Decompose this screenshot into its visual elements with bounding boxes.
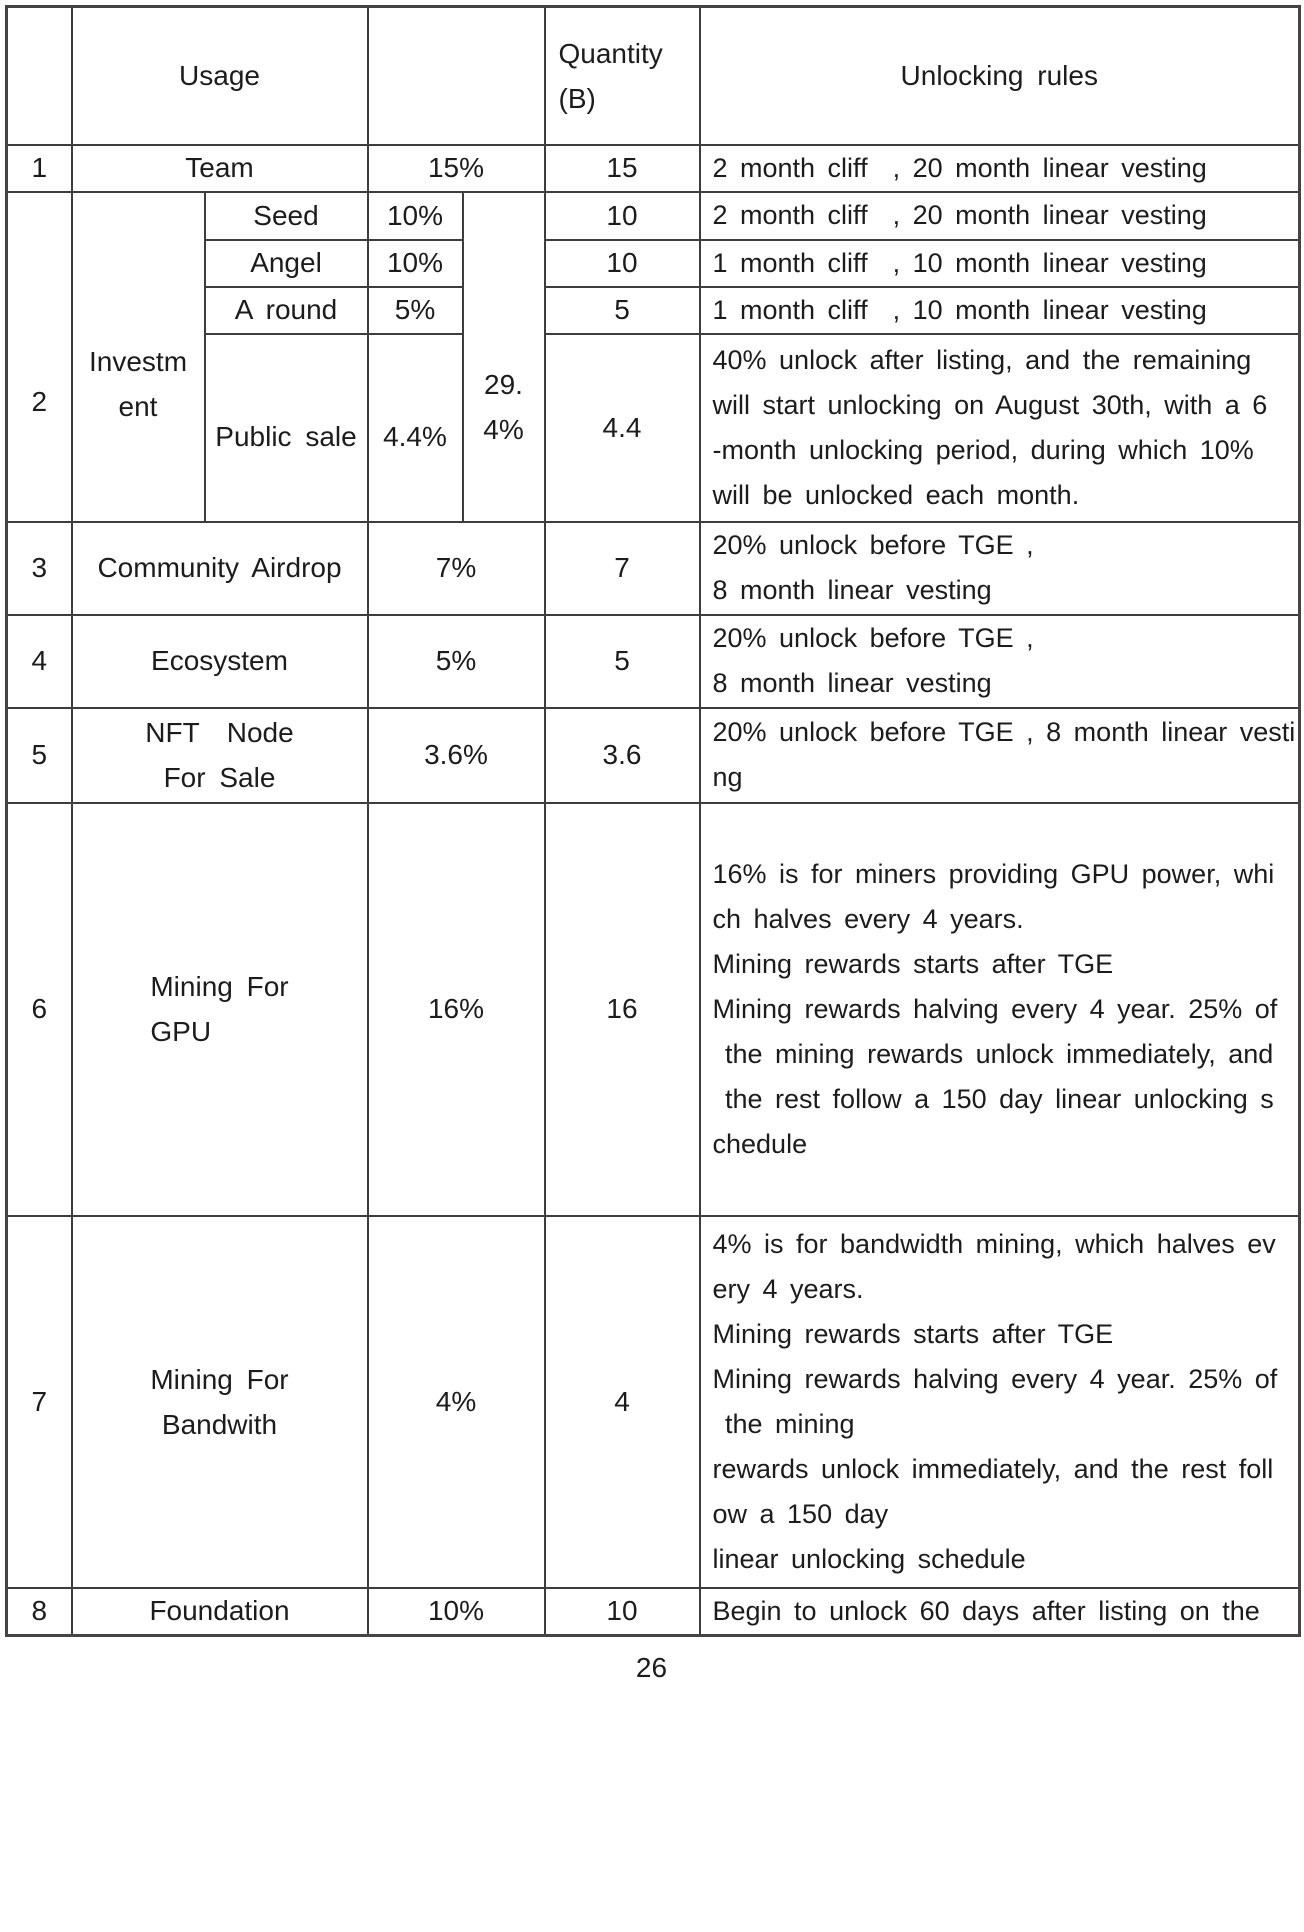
- cell-no-6: 6: [7, 803, 72, 1216]
- cell-no-4: 4: [7, 615, 72, 708]
- cell-qty-mining-bandwidth: 4: [545, 1216, 700, 1588]
- table-row-mining-gpu: [7, 803, 1300, 1216]
- cell-usage-investment: Investm ent: [72, 192, 205, 522]
- cell-pct-mining-bandwidth: 4%: [368, 1216, 545, 1588]
- cell-no-7: 7: [7, 1216, 72, 1588]
- cell-qty-mining-gpu: 16: [545, 803, 700, 1216]
- cell-rules-angel: 1 month cliff , 10 month linear vesting: [700, 240, 1300, 287]
- header-unlocking-rules-cell: Unlocking rules: [700, 7, 1300, 145]
- header-empty-percent-cell: [368, 7, 545, 145]
- cell-usage-nft-node: NFT Node For Sale: [72, 708, 368, 803]
- table-row-mining-bandwidth: [7, 1216, 1300, 1588]
- cell-pct-investment-total: 29. 4%: [463, 192, 545, 522]
- cell-usage-community-airdrop: Community Airdrop: [72, 522, 368, 615]
- cell-usage-foundation: Foundation: [72, 1588, 368, 1636]
- cell-qty-ecosystem: 5: [545, 615, 700, 708]
- cell-no-1: 1: [7, 145, 72, 192]
- cell-qty-nft-node: 3.6: [545, 708, 700, 803]
- cell-rules-a-round: 1 month cliff , 10 month linear vesting: [700, 287, 1300, 334]
- cell-pct-angel: 10%: [368, 240, 463, 287]
- cell-rules-seed: 2 month cliff , 20 month linear vesting: [700, 192, 1300, 240]
- mining-gpu-label-block: Mining For GPU: [150, 971, 289, 1047]
- page-number: 26: [635, 1652, 668, 1683]
- cell-pct-public-sale: 4.4%: [368, 334, 463, 522]
- cell-qty-public-sale: 4.4: [545, 334, 700, 522]
- cell-rules-team: 2 month cliff , 20 month linear vesting: [700, 145, 1300, 192]
- cell-pct-nft-node: 3.6%: [368, 708, 545, 803]
- cell-no-2: 2: [7, 192, 72, 522]
- cell-pct-a-round: 5%: [368, 287, 463, 334]
- cell-pct-seed: 10%: [368, 192, 463, 240]
- header-empty-corner-cell: [7, 7, 72, 145]
- cell-no-3: 3: [7, 522, 72, 615]
- cell-no-5: 5: [7, 708, 72, 803]
- cell-rules-ecosystem: 20% unlock before TGE , 8 month linear vesting: [700, 615, 1300, 708]
- table-row-team: [7, 145, 1300, 192]
- cell-pct-mining-gpu: 16%: [368, 803, 545, 1216]
- cell-pct-community-airdrop: 7%: [368, 522, 545, 615]
- cell-rules-foundation: Begin to unlock 60 days after listing on the: [700, 1588, 1300, 1636]
- cell-rules-nft-node: 20% unlock before TGE , 8 month linear vesti ng: [700, 708, 1300, 803]
- cell-label-angel: Angel: [205, 240, 368, 287]
- table-row-ecosystem: [7, 615, 1300, 708]
- cell-label-seed: Seed: [205, 192, 368, 240]
- table-header-row: [7, 7, 1300, 145]
- header-usage-cell: Usage: [72, 7, 368, 145]
- cell-rules-community-airdrop: 20% unlock before TGE , 8 month linear vesting: [700, 522, 1300, 615]
- cell-pct-ecosystem: 5%: [368, 615, 545, 708]
- cell-label-public-sale: Public sale: [205, 334, 368, 522]
- cell-qty-community-airdrop: 7: [545, 522, 700, 615]
- cell-rules-mining-bandwidth: 4% is for bandwidth mining, which halves ev ery 4 years. Mining rewards starts after TGE Mining rewards halving every 4 year. 25% of the mining rewards unlock immediately, and the rest foll ow a 150 day linear unlocking schedule: [700, 1216, 1300, 1588]
- cell-qty-foundation: 10: [545, 1588, 700, 1636]
- cell-qty-seed: 10: [545, 192, 700, 240]
- cell-pct-foundation: 10%: [368, 1588, 545, 1636]
- table-row-foundation: [7, 1588, 1300, 1636]
- cell-rules-mining-gpu: 16% is for miners providing GPU power, whi ch halves every 4 years. Mining rewards starts after TGE Mining rewards halving every 4 year. 25% of the mining rewards unlock immediately, and the rest follow a 150 day linear unlocking s chedule: [700, 803, 1300, 1216]
- header-quantity-cell: Quantity (B): [545, 7, 700, 145]
- cell-pct-team: 15%: [368, 145, 545, 192]
- table-row-nft-node: [7, 708, 1300, 803]
- table-row-seed: [7, 192, 1300, 240]
- table-row-community-airdrop: [7, 522, 1300, 615]
- cell-no-8: 8: [7, 1588, 72, 1636]
- cell-qty-team: 15: [545, 145, 700, 192]
- token-allocation-table: [5, 5, 1301, 1637]
- cell-usage-team: Team: [72, 145, 368, 192]
- cell-qty-a-round: 5: [545, 287, 700, 334]
- cell-label-a-round: A round: [205, 287, 368, 334]
- cell-usage-mining-gpu: [72, 803, 368, 1216]
- cell-usage-mining-bandwidth: Mining For Bandwith: [72, 1216, 368, 1588]
- cell-rules-public-sale: 40% unlock after listing, and the remaining will start unlocking on August 30th, with a 6 -month unlocking period, during which 10% will be unlocked each month.: [700, 334, 1300, 522]
- cell-qty-angel: 10: [545, 240, 700, 287]
- cell-usage-ecosystem: Ecosystem: [72, 615, 368, 708]
